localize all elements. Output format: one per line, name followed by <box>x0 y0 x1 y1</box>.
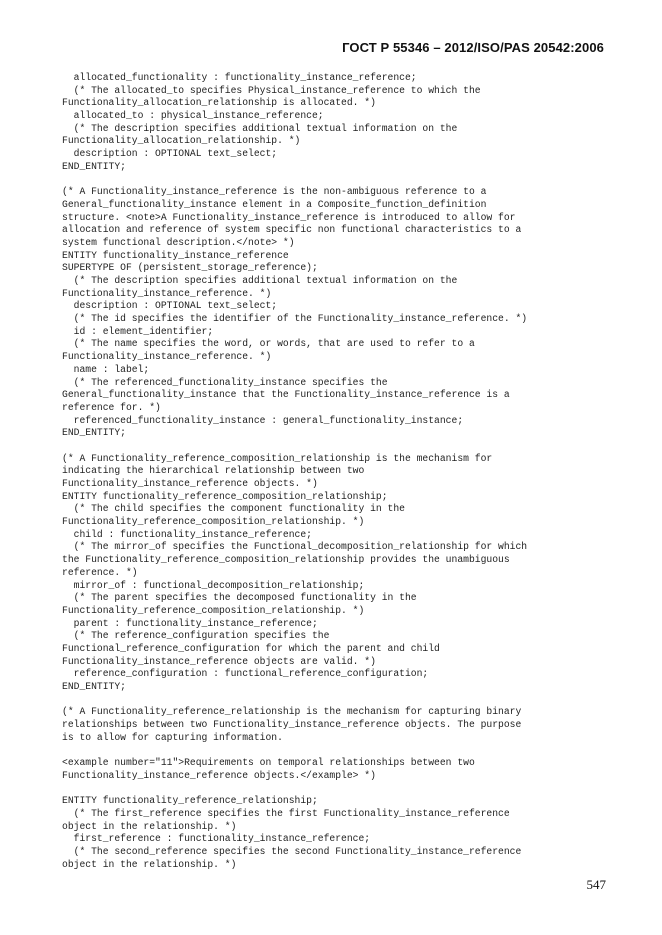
code-line: reference for. *) <box>62 401 161 413</box>
code-line: General_functionality_instance that the Functionality_instance_reference is a <box>62 389 510 401</box>
code-line: description : OPTIONAL text_select; <box>62 148 278 160</box>
code-line: (* The allocated_to specifies Physical_instance_reference to which the <box>62 84 481 96</box>
code-line: END_ENTITY; <box>62 427 126 439</box>
code-line: Functionality_allocation_relationship is allocated. *) <box>62 97 376 109</box>
code-line: (* A Functionality_instance_reference is the non-ambiguous reference to a <box>62 186 487 198</box>
code-line <box>62 440 622 453</box>
code-line: Functionality_reference_composition_relationship. *) <box>62 516 365 528</box>
code-line: END_ENTITY; <box>62 160 126 172</box>
code-line: is to allow for capturing information. <box>62 731 283 743</box>
code-line: description : OPTIONAL text_select; <box>62 300 278 312</box>
code-line: (* A Functionality_reference_composition_relationship is the mechanism for <box>62 452 493 464</box>
code-line: Functional_reference_configuration for which the parent and child <box>62 642 440 654</box>
code-line: (* The referenced_functionality_instance specifies the <box>62 376 388 388</box>
code-line: (* The child specifies the component functionality in the <box>62 503 405 515</box>
code-line: END_ENTITY; <box>62 681 126 692</box>
code-line: name : label; <box>62 363 150 375</box>
code-line: (* The parent specifies the decomposed functionality in the <box>62 592 417 604</box>
code-line: ENTITY functionality_reference_composition_relationship; <box>62 490 388 502</box>
code-line: (* The id specifies the identifier of the Functionality_instance_reference. *) <box>62 313 528 325</box>
code-line: (* The description specifies additional textual information on the <box>62 122 458 134</box>
code-line: allocated_functionality : functionality_instance_reference; <box>62 72 417 83</box>
code-line: child : functionality_instance_reference; <box>62 528 312 540</box>
code-line: (* The name specifies the word, or words, that are used to refer to a <box>62 338 475 350</box>
code-line: system functional description.</note> *) <box>62 236 295 248</box>
code-line: Functionality_instance_reference objects. *) <box>62 478 318 489</box>
code-line: first_reference : functionality_instance_reference; <box>62 833 371 845</box>
code-line: object in the relationship. *) <box>62 858 237 870</box>
code-line: ENTITY functionality_instance_reference <box>62 249 289 261</box>
code-line: (* The reference_configuration specifies the <box>62 630 330 642</box>
code-line <box>62 694 622 707</box>
code-line: Functionality_reference_composition_relationship. *) <box>62 604 365 616</box>
code-line: Functionality_allocation_relationship. *) <box>62 135 301 147</box>
code-line: <example number="11">Requirements on temporal relationships between two <box>62 757 475 769</box>
code-line: allocated_to : physical_instance_reference; <box>62 110 324 122</box>
code-line: id : element_identifier; <box>62 325 214 337</box>
code-line: (* A Functionality_reference_relationship is the mechanism for capturing binary <box>62 706 522 718</box>
code-line: ENTITY functionality_reference_relationship; <box>62 795 318 807</box>
code-line: mirror_of : functional_decomposition_relationship; <box>62 579 365 591</box>
code-line: SUPERTYPE OF (persistent_storage_reference); <box>62 262 318 274</box>
page-number: 547 <box>586 877 606 892</box>
code-line: reference_configuration : functional_reference_configuration; <box>62 668 429 680</box>
code-line: Functionality_instance_reference objects.</example> *) <box>62 769 376 781</box>
code-line: Functionality_instance_reference. *) <box>62 287 272 299</box>
code-line: reference. *) <box>62 566 138 578</box>
code-line: Functionality_instance_reference. *) <box>62 351 272 363</box>
code-line <box>62 783 622 796</box>
code-line: relationships between two Functionality_instance_reference objects. The purpose <box>62 719 522 731</box>
code-line <box>62 744 622 757</box>
document-header: ГОСТ Р 55346 – 2012/ISO/PAS 20542:2006 <box>342 40 604 55</box>
code-line: Functionality_instance_reference objects are valid. *) <box>62 655 376 667</box>
code-line: referenced_functionality_instance : general_functionality_instance; <box>62 414 464 426</box>
code-line <box>62 174 622 187</box>
code-line: (* The mirror_of specifies the Functional_decomposition_relationship for which <box>62 541 528 553</box>
code-line: (* The first_reference specifies the first Functionality_instance_reference <box>62 807 510 819</box>
code-line: allocation and reference of system specific non functional characteristics to a <box>62 224 522 236</box>
code-line: (* The description specifies additional textual information on the <box>62 275 458 286</box>
express-code-listing <box>62 72 622 871</box>
code-line: structure. <note>A Functionality_instance_reference is introduced to allow for <box>62 211 516 223</box>
code-line: parent : functionality_instance_reference; <box>62 617 318 629</box>
code-line: indicating the hierarchical relationship between two <box>62 465 365 477</box>
code-line: object in the relationship. *) <box>62 820 237 832</box>
code-line: General_functionality_instance element in a Composite_function_definition <box>62 198 487 210</box>
code-line: the Functionality_reference_composition_relationship provides the unambiguous <box>62 554 510 566</box>
code-line: (* The second_reference specifies the second Functionality_instance_reference <box>62 845 522 857</box>
